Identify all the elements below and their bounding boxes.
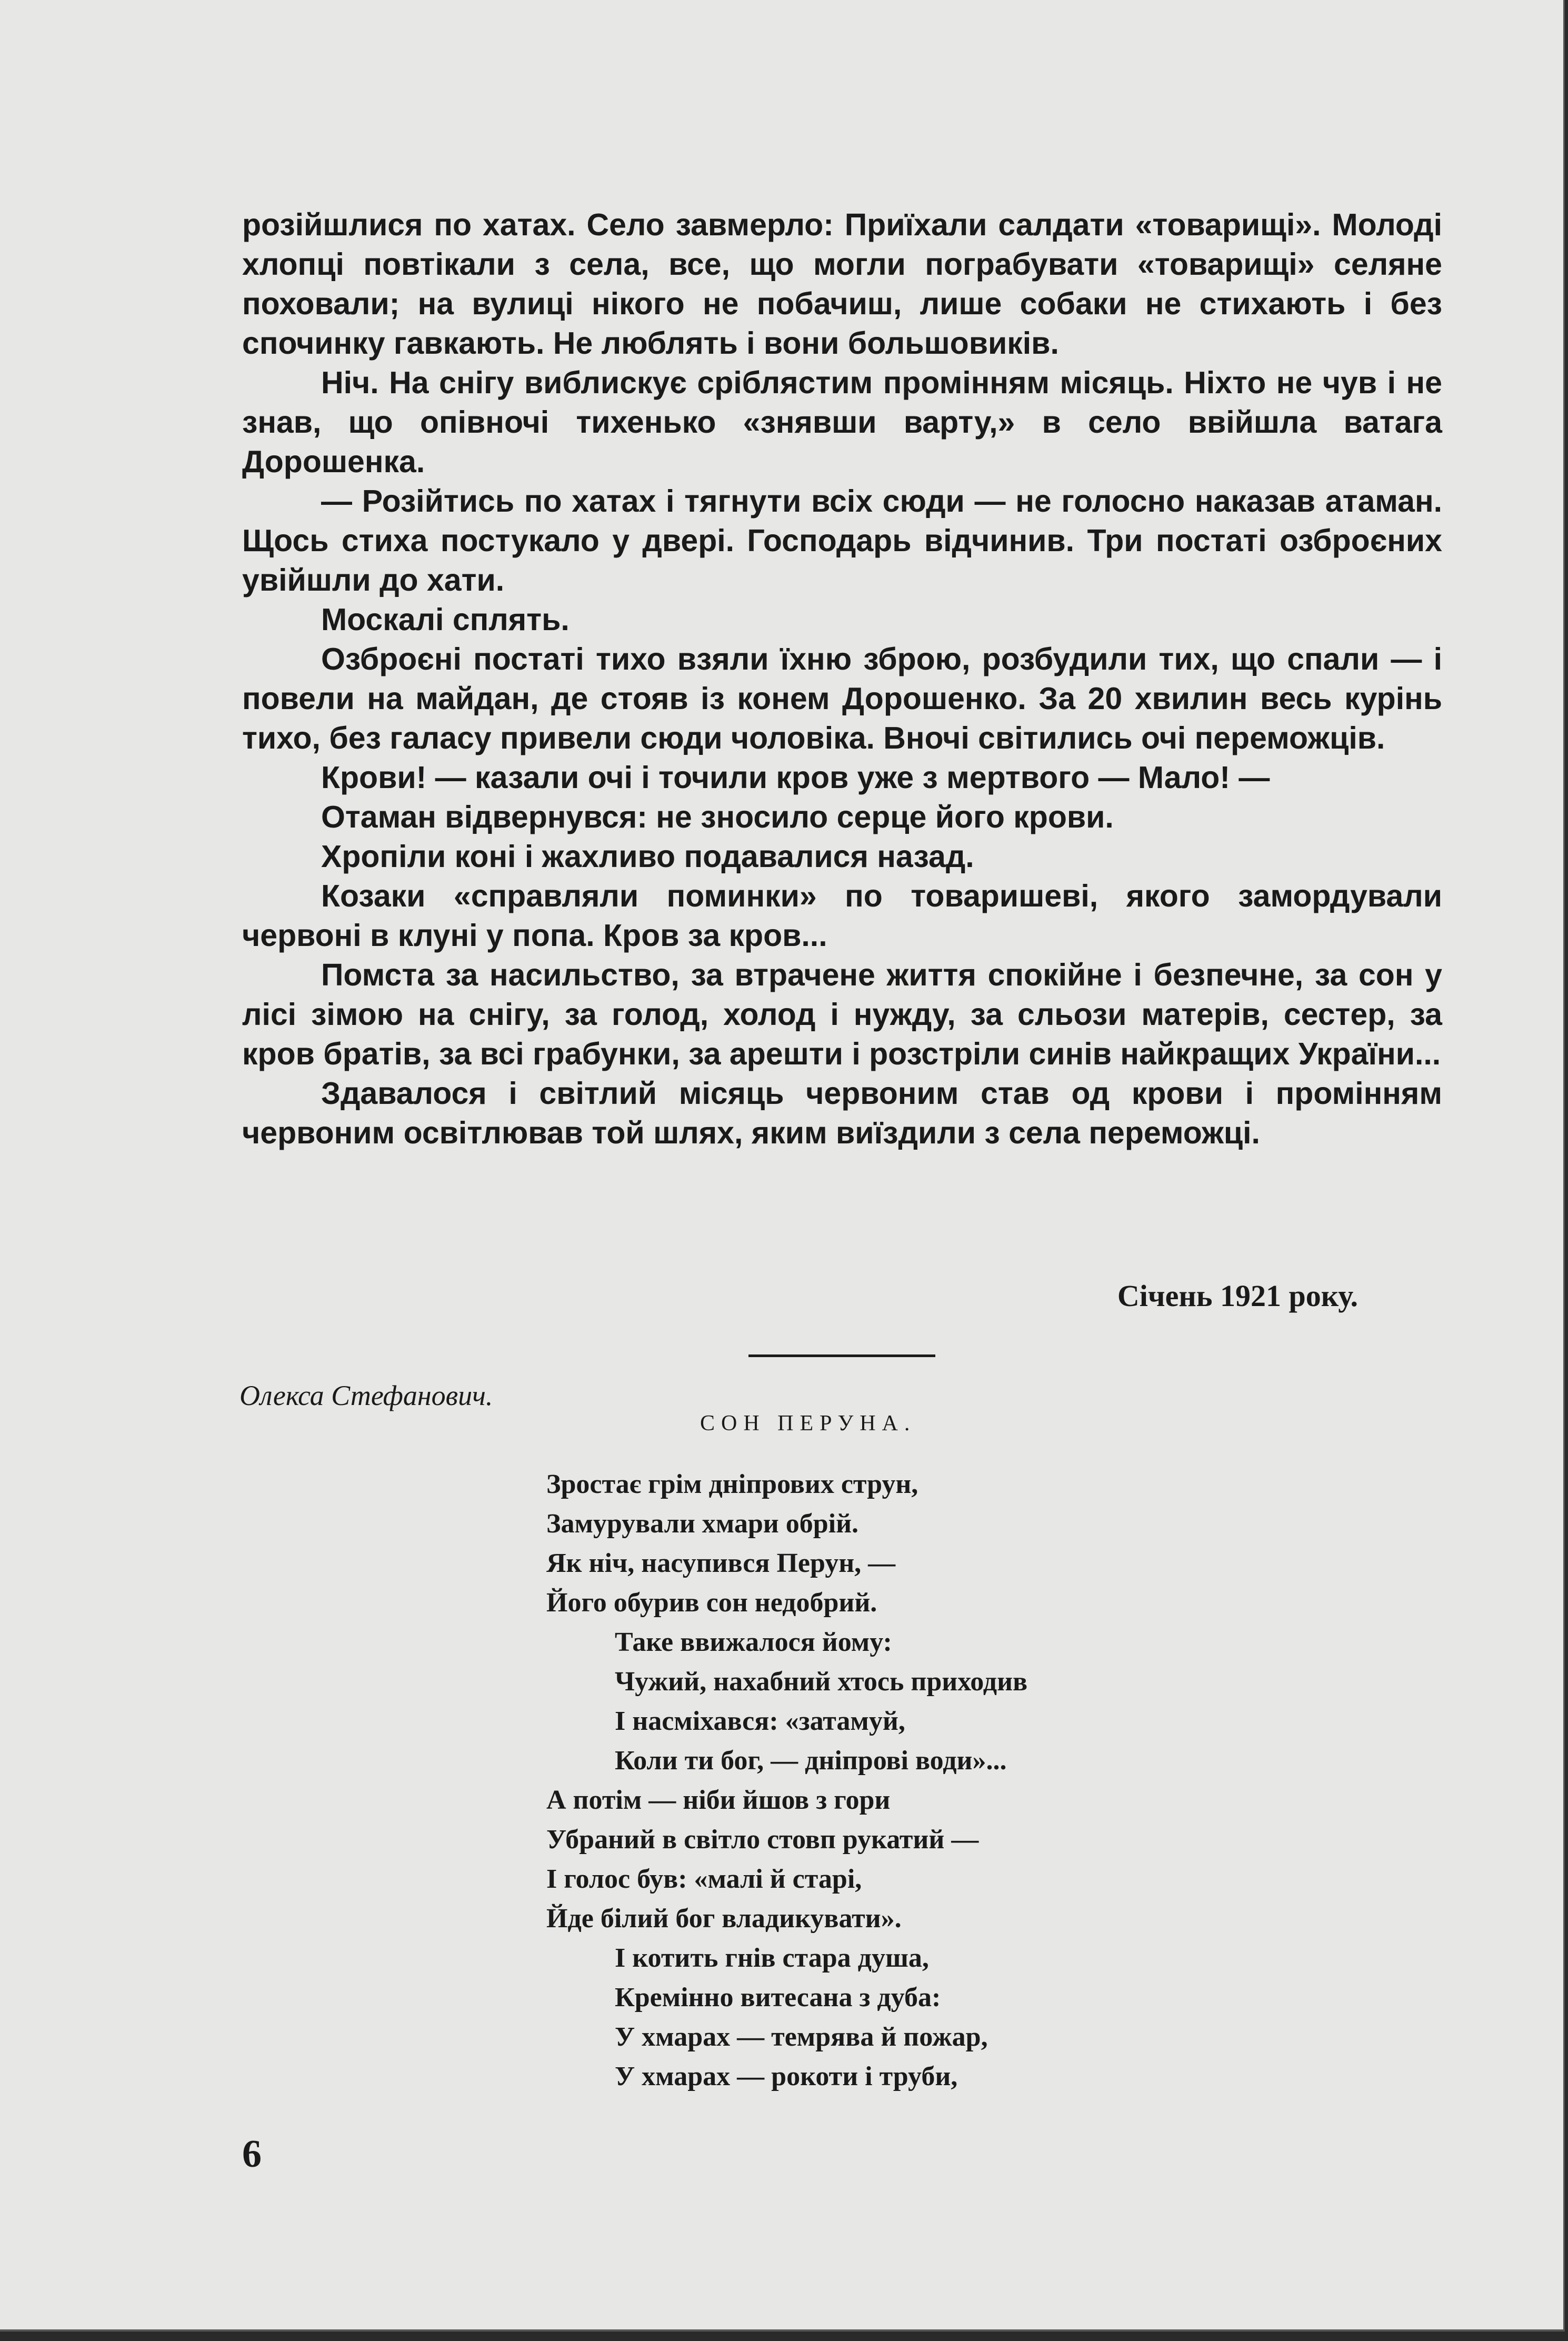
paragraph: Озброєні постаті тихо взяли їхню зброю, розбудили тих, що спали — і повели на майдан, де стояв із конем Дорошенко. За 20 хвилин весь курінь тихо, без галасу привели сюди чоловіка. Вночі світились очі переможців. xyxy=(242,642,1442,755)
poem-line: Кремінно витесана з дуба: xyxy=(615,1983,941,2013)
poem-line: У хмарах — темрява й пожар, xyxy=(615,2022,988,2052)
poem-line: Замурували хмари обрій. xyxy=(546,1509,859,1539)
poem-line: Чужий, нахабний хтось приходив xyxy=(615,1667,1028,1697)
paragraph: розійшлися по хатах. Село завмерло: Приїхали салдати «товарищі». Молоді хлопці повтікали з села, все, що могли пограбувати «товарищі» селяне поховали; на вулиці нікого не побачиш, лише собаки не стихають і без спочинку гавкають. Не люблять і вони большовиків. xyxy=(242,207,1442,361)
paragraph: Ніч. На снігу виблискує сріблястим промінням місяць. Ніхто не чув і не знав, що опівночі тихенько «знявши варту,» в село ввійшла ватага Дорошенка. xyxy=(242,365,1442,479)
paragraph: Козаки «справляли поминки» по товаришеві, якого замордували червоні в клуні у попа. Кров за кров... xyxy=(242,879,1442,953)
poem-line: Як ніч, насупився Перун, — xyxy=(546,1548,896,1578)
paragraph: Москалі сплять. xyxy=(321,602,570,637)
poem-line: І насміхався: «затамуй, xyxy=(615,1706,905,1736)
date-line: Січень 1921 року. xyxy=(1117,1279,1358,1313)
poem-line: Йде білий бог владикувати». xyxy=(546,1904,902,1934)
paragraph: — Розійтись по хатах і тягнути всіх сюди — не голосно наказав атаман. Щось стиха постукало у двері. Господарь відчинив. Три постаті озброєних увійшли до хати. xyxy=(242,484,1442,597)
poem-title: СОН ПЕРУНА. xyxy=(700,1411,916,1436)
paragraph: Помста за насильство, за втрачене життя спокійне і безпечне, за сон у лісі зімою на снігу, за голод, холод і нужду, за сльози матерів, сестер, за кров братів, за всі грабунки, за арешти і розстріли синів найкращих України... xyxy=(242,958,1442,1071)
poem-line: Убраний в світло стовп рукатий — xyxy=(546,1825,979,1855)
poem-line: Таке ввижалося йому: xyxy=(615,1627,892,1657)
section-divider xyxy=(748,1354,935,1357)
poem-line: У хмарах — рокоти і труби, xyxy=(615,2061,958,2091)
poem-line: І котить гнів стара душа, xyxy=(615,1943,929,1973)
paragraph: Отаман відвернувся: не зносило серце його крови. xyxy=(321,800,1114,834)
poem-line: А потім — ніби йшов з гори xyxy=(546,1785,891,1815)
poem-line: Коли ти бог, — дніпрові води»... xyxy=(615,1746,1007,1776)
prose-block xyxy=(242,205,1442,1153)
poem-line: І голос був: «малі й старі, xyxy=(546,1864,862,1894)
paragraph: Здавалося і світлий місяць червоним став од крови і промінням червоним освітлював той шлях, яким виїздили з села переможці. xyxy=(242,1076,1442,1150)
poem-line: Його обурив сон недобрий. xyxy=(546,1588,877,1618)
poem-body xyxy=(546,1465,1027,2096)
page-number: 6 xyxy=(242,2133,262,2176)
paragraph: Крови! — казали очі і точили кров уже з мертвого — Мало! — xyxy=(321,760,1270,795)
poem-author: Олекса Стефанович. xyxy=(239,1380,493,1411)
poem-line: Зростає грім дніпрових струн, xyxy=(546,1469,918,1499)
paragraph: Хропіли коні і жахливо подавалися назад. xyxy=(321,839,974,874)
